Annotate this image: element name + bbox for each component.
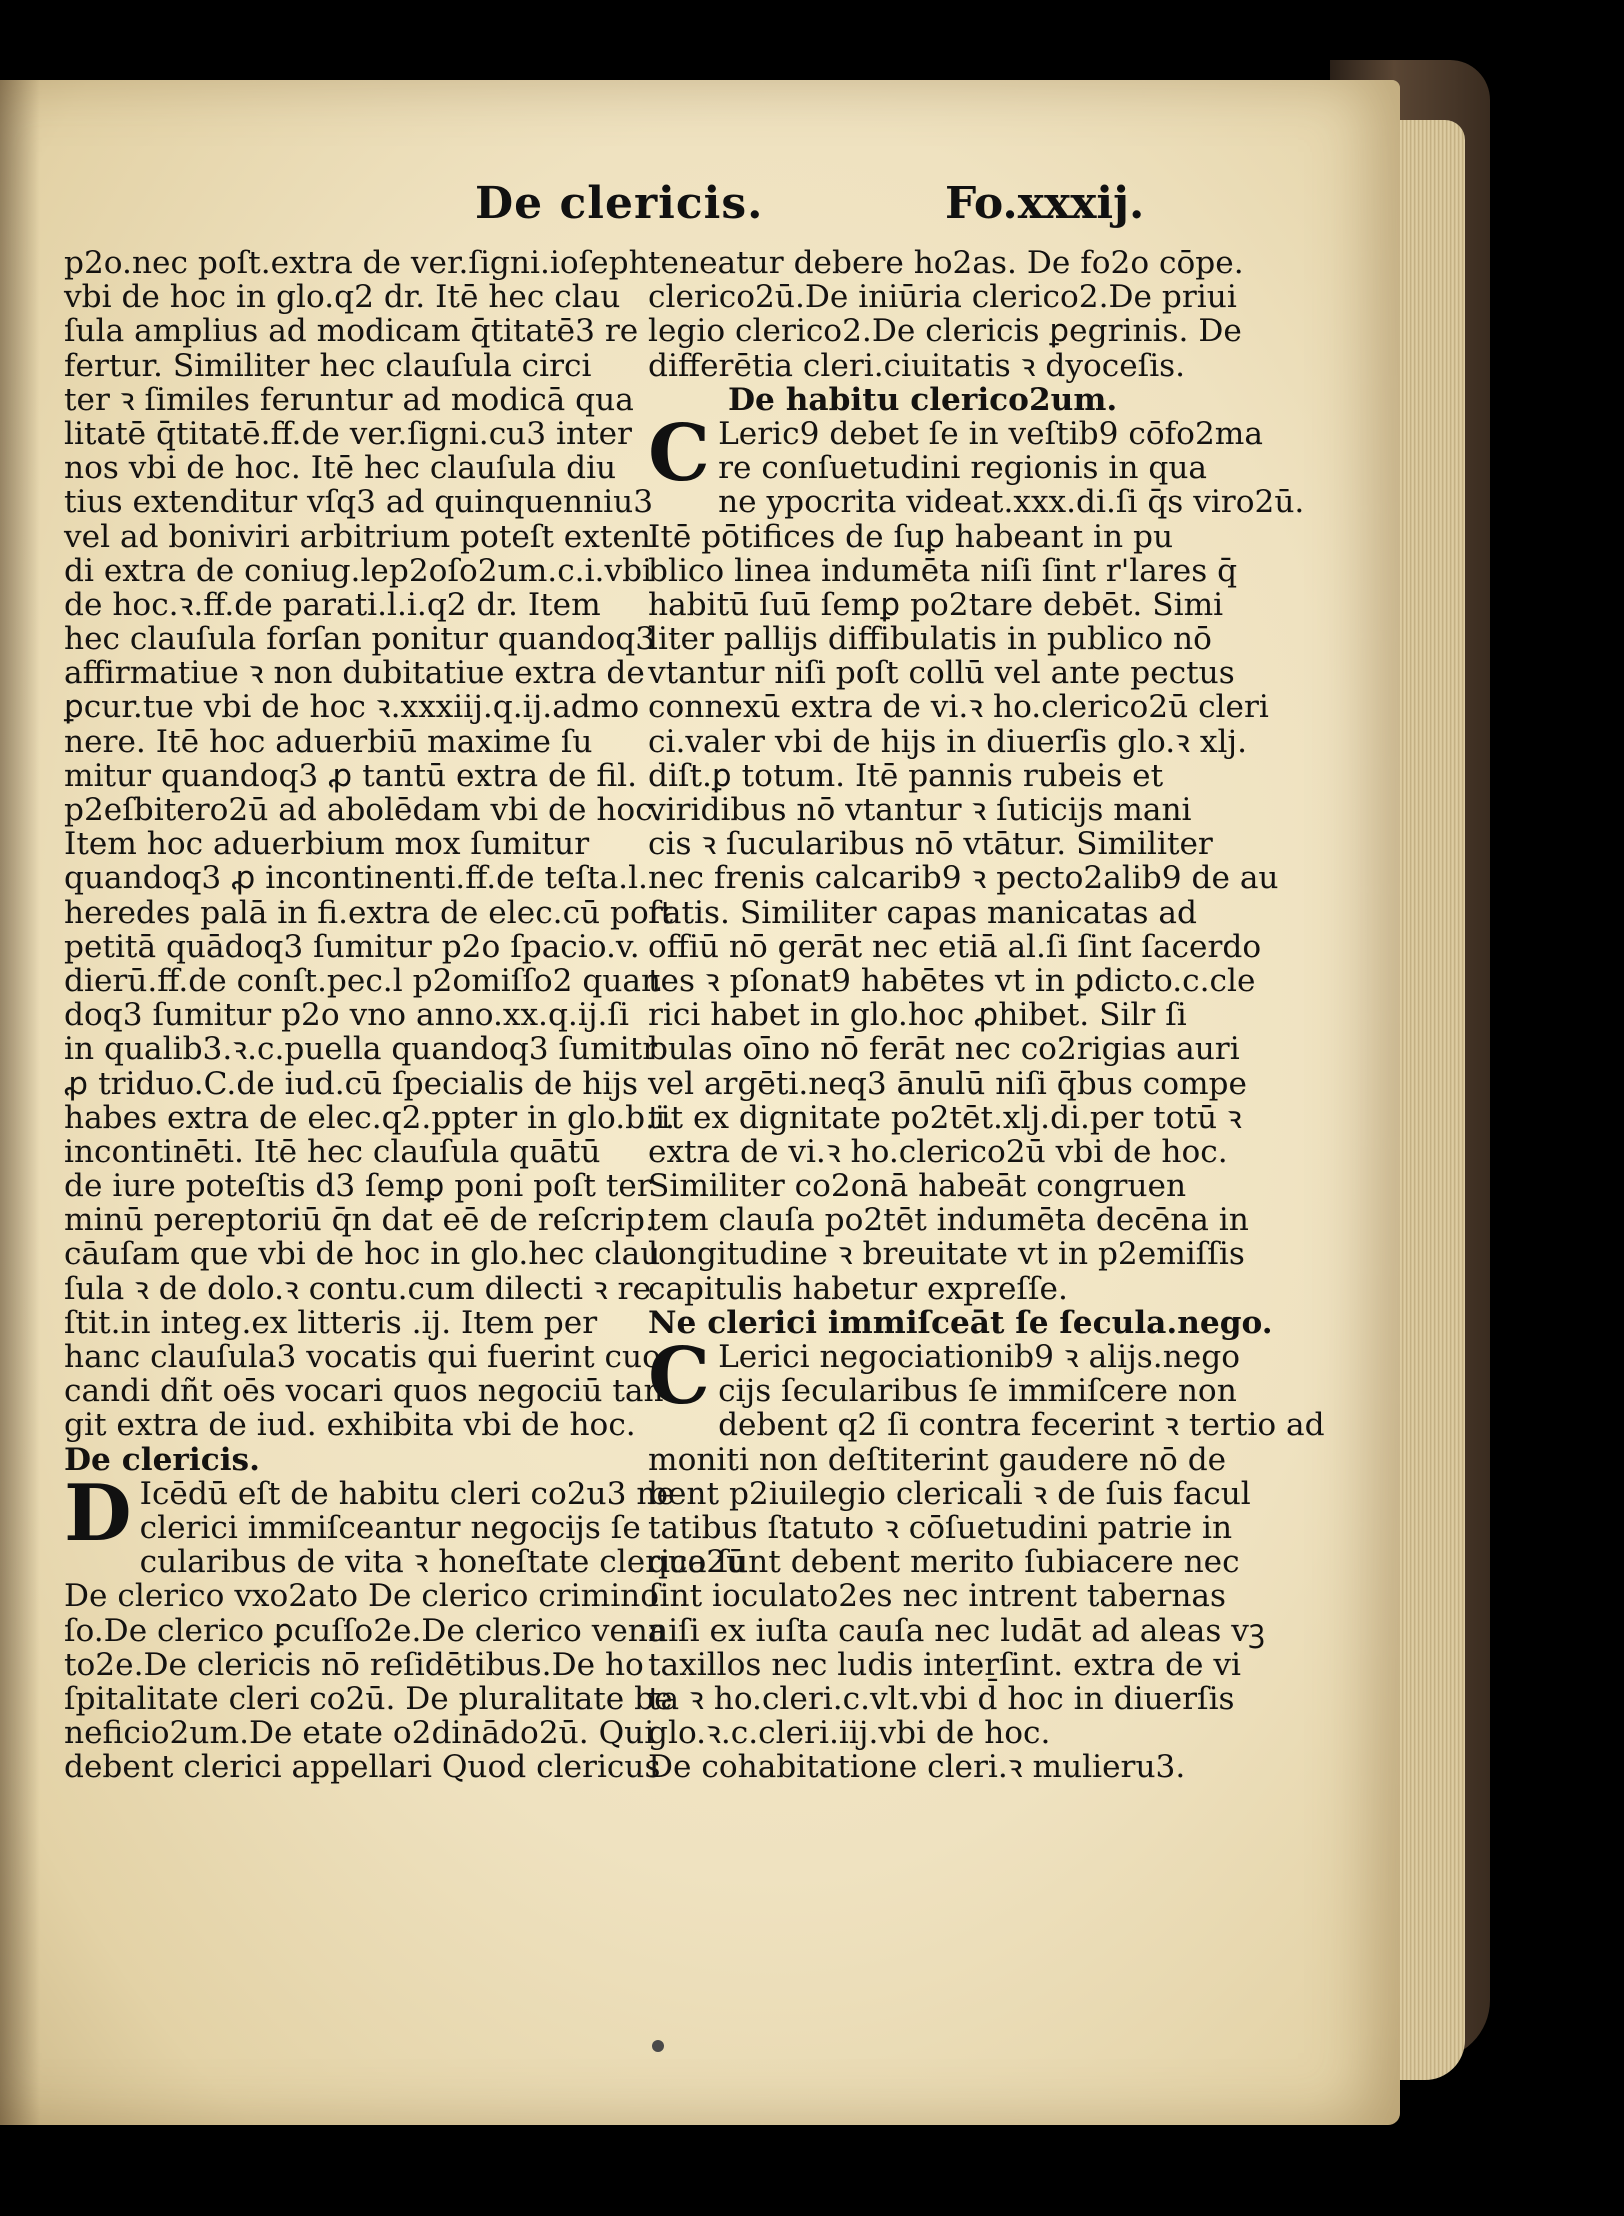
initial-paragraph <box>64 1467 675 1559</box>
left-column-tail <box>64 1544 747 1786</box>
text-line: moniti non deſtiterint gaudere nō de <box>648 1441 1227 1478</box>
text-line: mitur quandoq3 ꝓ tantū extra de fil. <box>64 757 638 794</box>
text-line: niſi ex iuſta cauſa nec ludāt ad aleas vꝫ <box>648 1612 1265 1649</box>
section-heading-ne-clerici: Ne clerici immiſceāt ſe ſecula.nego. <box>648 1304 1273 1341</box>
text-line: ꝑcur.tue vbi de hoc ꝛ.xxxiij.q.ij.admo <box>64 689 640 726</box>
text-line: p2o.nec poſt.extra de ver.ſigni.ioſeph <box>64 245 649 281</box>
text-line: ſula amplius ad modicam q̄titatē3 re <box>64 313 639 350</box>
text-line: teneatur debere ho2as. De fo2o cōpe. <box>648 245 1244 281</box>
text-line: legio clerico2.De clericis ꝑegrinis. De <box>648 313 1242 350</box>
text-line: hanc clauſula3 vocatis qui fuerint cuo <box>64 1339 661 1375</box>
text-line: minū pereptoriū q̄n dat eē de reſcrip. <box>64 1202 655 1239</box>
text-line: cijs ſecularibus ſe immiſcere non <box>718 1373 1237 1410</box>
left-column-body <box>64 245 675 1444</box>
text-line: fertur. Similiter hec clauſula circi <box>64 347 592 384</box>
text-line: liter pallijs diffibulatis in publico nō <box>648 621 1212 658</box>
text-line: ſo.De clerico ꝑcuſſo2e.De clerico vena <box>64 1612 667 1649</box>
text-line: git extra de iud. exhibita vbi de hoc. <box>64 1407 636 1444</box>
text-line: to2e.De clericis nō reſidētibus.De ho <box>64 1646 644 1683</box>
text-line: Icēdū eſt de habitu cleri co2u3 ne <box>139 1475 675 1512</box>
text-line: clerico2ū.De iniūria clerico2.De priui <box>648 279 1237 316</box>
text-line: ne ypocrita videat.xxx.di.ſi q̄s viro2ū. <box>718 484 1305 521</box>
section-heading-de-clericis: De clericis. <box>64 1441 260 1478</box>
text-line: ter ꝛ ſimiles feruntur ad modicā qua <box>64 381 634 418</box>
text-line: heredes palā in fi.extra de elec.cū poſt <box>64 894 673 931</box>
text-line: cāuſam que vbi de hoc in glo.hec clau <box>64 1236 661 1273</box>
text-line: nec frenis calcarib9 ꝛ pecto2alib9 de au <box>648 860 1279 897</box>
text-line: incontinēti. Itē hec clauſula quātū <box>64 1133 601 1170</box>
text-line: Item hoc aduerbium mox ſumitur <box>64 826 590 863</box>
text-line: ſint ioculato2es nec intrent tabernas <box>648 1578 1227 1615</box>
text-line: differētia cleri.ciuitatis ꝛ dyoceſis. <box>648 347 1186 384</box>
text-line: De cohabitatione cleri.ꝛ mulieru3. <box>648 1749 1186 1786</box>
text-line: Similiter co2onā habeāt congruen <box>648 1168 1187 1205</box>
text-line: dierū.ff.de conſt.pec.l p2omiſſo2 quan <box>64 962 662 999</box>
text-line: offiū nō gerāt nec etiā al.ſi ſint ſacerdo <box>648 928 1262 965</box>
right-column-body-2 <box>648 1407 1325 1786</box>
text-line: Itē pōtifices de ſuꝑ habeant in pu <box>648 518 1174 555</box>
text-line: clerici immiſceantur negocijs ſe <box>139 1509 641 1546</box>
text-line: tes ꝛ pſonat9 habētes vt in ꝑdicto.c.cle <box>648 962 1256 999</box>
text-line: glo.ꝛ.c.cleri.iij.vbi de hoc. <box>648 1715 1051 1752</box>
text-line: vel argēti.neq3 ānulū niſi q̄bus compe <box>648 1065 1247 1102</box>
text-line: taxillos nec ludis interſint. extra de vi <box>648 1646 1242 1683</box>
drop-cap-initial: D <box>64 1467 132 1559</box>
text-line: petitā quādoq3 ſumitur p2o ſpacio.v. <box>64 928 640 965</box>
text-line: habitū ſuū ſemꝑ po2tare debēt. Simi <box>648 586 1224 623</box>
text-line: ta ꝛ ho.cleri.c.vlt.vbi d̄ hoc in diuerſis <box>648 1680 1235 1717</box>
text-line: vbi de hoc in glo.q2 dr. Itē hec clau <box>64 279 621 316</box>
folio-number: Fo.xxxij. <box>945 178 1145 229</box>
text-line: ci.valer vbi de hijs in diuerſis glo.ꝛ xlj. <box>648 723 1248 760</box>
page-stack-edges <box>1395 120 1465 2080</box>
text-line: connexū extra de vi.ꝛ ho.clerico2ū cleri <box>648 689 1269 726</box>
text-line: habes extra de elec.q2.ppter in glo.b.i. <box>64 1099 675 1136</box>
text-line: debent clerici appellari Quod clericus <box>64 1749 661 1786</box>
text-line: candi dñt oēs vocari quos negociū tan <box>64 1373 664 1410</box>
text-line: de iure poteſtis d3 ſemꝑ poni poſt ter <box>64 1168 652 1205</box>
text-line: nos vbi de hoc. Itē hec clauſula diu <box>64 450 617 487</box>
text-line: blico linea indumēta niſi ſint r'lares q̄ <box>648 552 1238 589</box>
text-line: ſpitalitate cleri co2ū. De pluralitate be <box>64 1680 673 1717</box>
text-line: nere. Itē hoc aduerbiū maxime ſu <box>64 723 593 760</box>
text-line: ſtit.in integ.ex litteris .ij. Item per <box>64 1304 598 1341</box>
text-line: tem clauſa po2tēt indumēta decēna in <box>648 1202 1249 1239</box>
text-line: litatē q̄titatē.ff.de ver.ſigni.cu3 inter <box>64 415 632 452</box>
ink-spot <box>652 2040 664 2052</box>
text-line: De clerico vxo2ato De clerico crimino <box>64 1578 660 1615</box>
left-column <box>64 245 747 1786</box>
text-line: ꝓ triduo.C.de iud.cū ſpecialis de hijs <box>64 1065 639 1102</box>
text-line: di extra de coniug.lep2oſo2um.c.i.vbi <box>64 552 653 589</box>
page-header <box>0 178 1400 238</box>
text-line: hec clauſula forſan ponitur quandoq3 <box>64 621 656 658</box>
initial-paragraph-1 <box>648 407 1263 499</box>
spine-shadow <box>0 80 40 2125</box>
text-line: de hoc.ꝛ.ff.de parati.l.i.q2 dr. Item <box>64 586 601 623</box>
text-line: bent p2iuilegio clericali ꝛ de ſuis facul <box>648 1475 1251 1512</box>
text-line: re conſuetudini regionis in qua <box>718 450 1207 487</box>
text-line: affirmatiue ꝛ non dubitatiue extra de <box>64 655 645 692</box>
right-column <box>648 245 1325 1786</box>
text-line: viridibus nō vtantur ꝛ ſuticijs mani <box>648 792 1192 828</box>
text-line: vel ad boniviri arbitrium poteſt exten <box>64 518 651 555</box>
text-line: longitudine ꝛ breuitate vt in p2emiſſis <box>648 1236 1245 1273</box>
text-line: ratis. Similiter capas manicatas ad <box>648 894 1197 931</box>
text-line: tius extenditur vſq3 ad quinquenniu3 <box>64 484 654 521</box>
text-line: Lerici negociationib9 ꝛ alijs.nego <box>718 1339 1240 1375</box>
text-line: quandoq3 ꝓ incontinenti.ff.de teſta.l. <box>64 860 648 897</box>
text-line: cularibus de vita ꝛ honeſtate clerico2ū <box>139 1544 747 1581</box>
text-line: bulas oīno nō ferāt nec co2rigias auri <box>648 1031 1240 1068</box>
text-line: Leric9 debet ſe in veſtib9 cōfo2ma <box>718 415 1263 452</box>
text-line: p2eſbitero2ū ad abolēdam vbi de hoc. <box>64 792 663 828</box>
text-line: tit ex dignitate po2tēt.xlj.di.per totū ꝛ <box>648 1099 1242 1136</box>
text-line: ſula ꝛ de dolo.ꝛ contu.cum dilecti ꝛ re <box>64 1270 651 1307</box>
running-title: De clericis. <box>475 178 764 229</box>
text-line: capitulis habetur expreſſe. <box>648 1270 1068 1307</box>
right-column-body-1 <box>648 484 1305 1307</box>
text-line: rici habet in glo.hoc ꝓhibet. Silr ſi <box>648 997 1187 1034</box>
text-line: debent q2 ſi contra fecerint ꝛ tertio ad <box>718 1407 1325 1444</box>
drop-cap-initial: C <box>648 1331 711 1422</box>
text-line: diſt.ꝑ totum. Itē pannis rubeis et <box>648 757 1164 794</box>
drop-cap-initial: C <box>648 407 711 499</box>
text-line: qua ſunt debent merito ſubiacere nec <box>648 1544 1240 1581</box>
section-heading-de-habitu: De habitu clerico2um. <box>728 381 1118 418</box>
initial-paragraph-2 <box>648 1331 1240 1422</box>
text-line: extra de vi.ꝛ ho.clerico2ū vbi de hoc. <box>648 1133 1228 1170</box>
text-line: cis ꝛ ſucularibus nō vtātur. Similiter <box>648 826 1213 863</box>
text-line: doq3 ſumitur p2o vno anno.xx.q.ij.ſi <box>64 997 629 1034</box>
text-line: in qualib3.ꝛ.c.puella quandoq3 ſumitr <box>64 1031 658 1068</box>
text-line: vtantur niſi poſt collū vel ante pectus <box>648 655 1235 692</box>
text-line: tatibus ſtatuto ꝛ cōſuetudini patrie in <box>648 1509 1233 1546</box>
text-line: neficio2um.De etate o2dinādo2ū. Qui <box>64 1715 655 1752</box>
right-column-top <box>648 245 1244 384</box>
